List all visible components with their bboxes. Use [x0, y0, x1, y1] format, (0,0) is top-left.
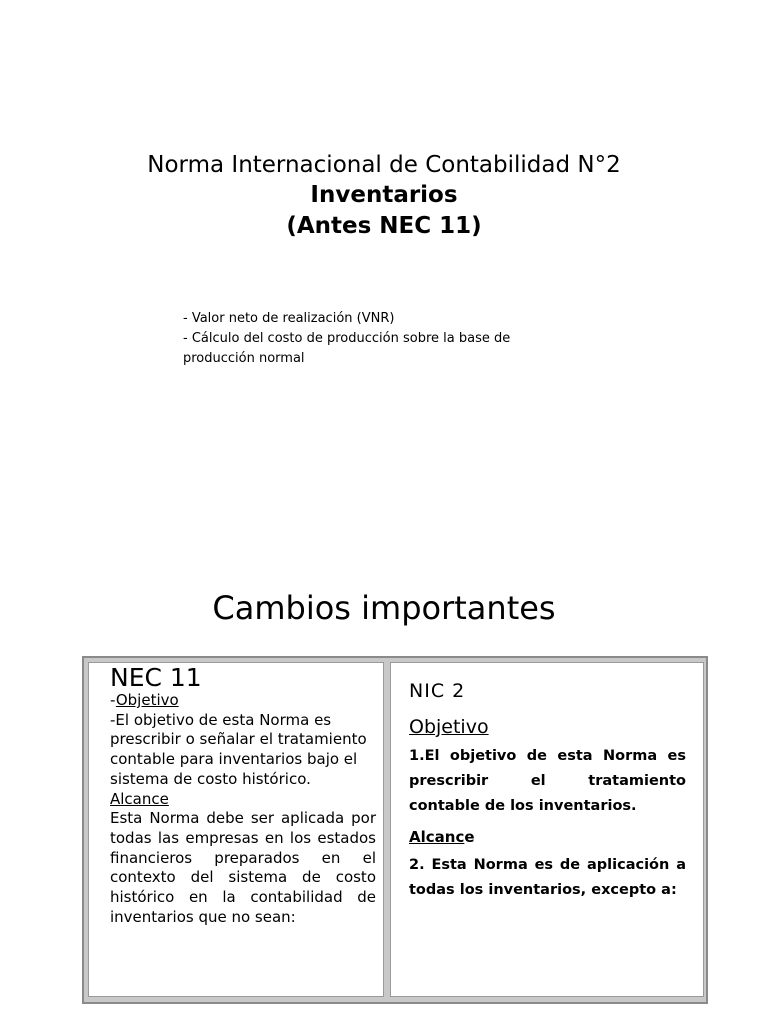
bullet-item: - Cálculo del costo de producción sobre la base de	[183, 331, 511, 346]
norm-former-name: (Antes NEC 11)	[286, 213, 482, 239]
nic2-heading: NIC 2	[409, 680, 466, 702]
title-block	[0, 150, 768, 242]
nic2-objective-label: Objetivo	[409, 716, 489, 738]
bullet-item: - Valor neto de realización (VNR)	[183, 311, 395, 326]
nec11-objective-text: -El objetivo de esta Norma es prescribir o señalar el tratamiento contable para inventarios bajo el sistema de costo histórico.	[110, 710, 367, 788]
nic2-scope-text: 2. Esta Norma es de aplicación a todas los inventarios, excepto a:	[409, 857, 686, 898]
nec11-scope-text: Esta Norma debe ser aplicada por todas las empresas en los estados financieros preparados en el contexto del sistema de costo histórico en la contabilidad de inventarios que no sean:	[110, 809, 376, 926]
nec11-heading: NEC 11	[110, 663, 202, 692]
nic2-scope-line	[409, 825, 686, 849]
nic2-scope-label: Alcanc	[409, 828, 465, 846]
nec11-objective-prefix: -	[110, 691, 116, 709]
bullet-item: producción normal	[183, 351, 305, 366]
nic2-objective-text: 1.El objetivo de esta Norma es prescribir el tratamiento contable de los inventarios.	[409, 748, 686, 814]
section-title: Cambios importantes	[212, 589, 556, 627]
comparison-table	[82, 656, 708, 1004]
nec11-objective-label: Objetivo	[115, 691, 179, 709]
nic2-scope-suffix: e	[464, 828, 475, 846]
nec11-objective-line	[110, 691, 376, 711]
nec11-scope-label: Alcance	[110, 789, 169, 808]
nic2-cell	[390, 662, 704, 997]
summary-bullets	[183, 309, 543, 369]
norm-subject: Inventarios	[310, 182, 458, 208]
norm-title: Norma Internacional de Contabilidad N°2	[147, 152, 621, 178]
nec11-cell	[88, 662, 384, 997]
